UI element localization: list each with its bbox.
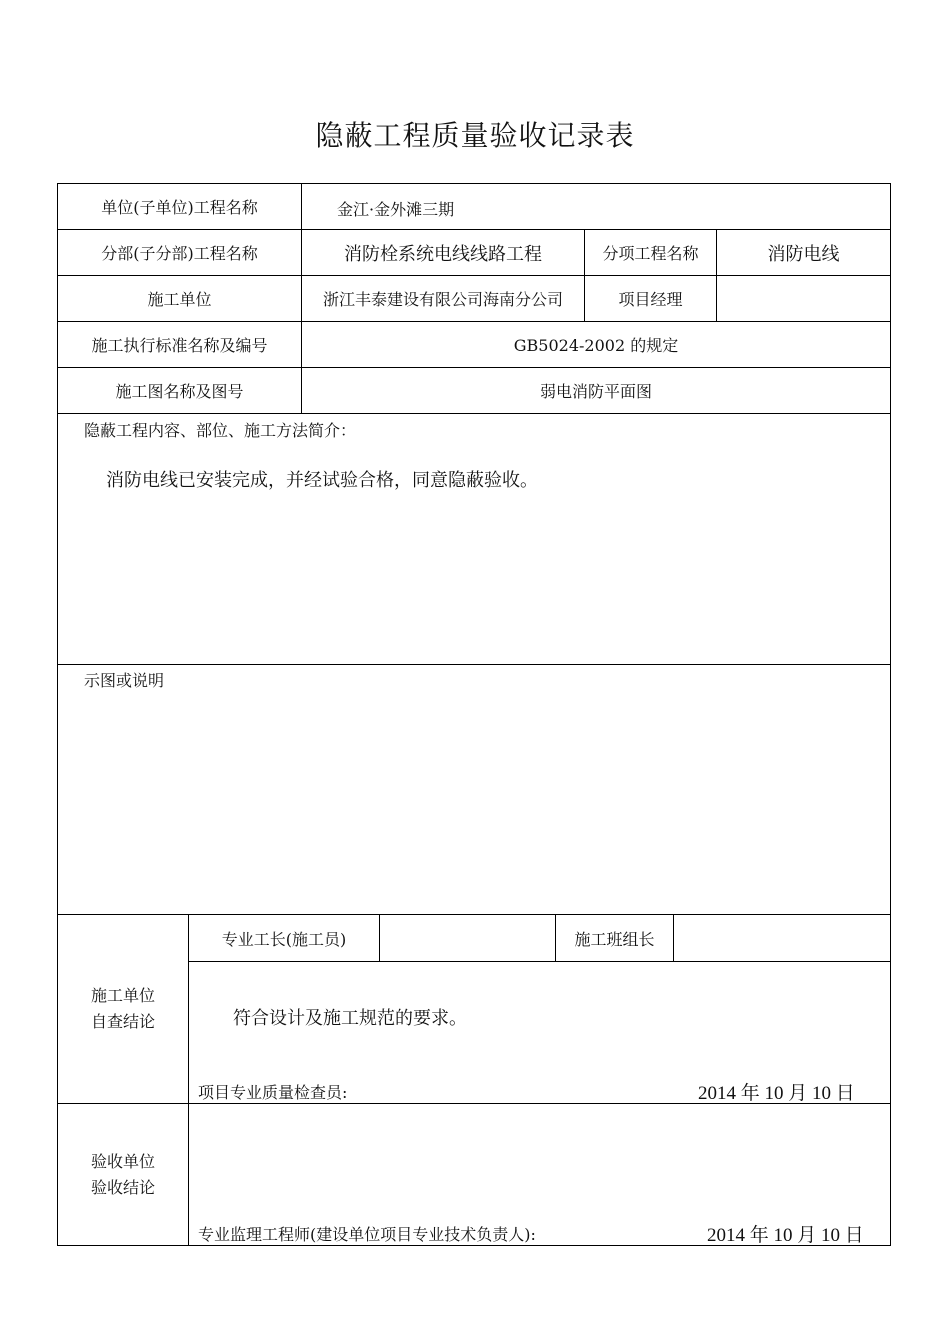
sub-project-label: 分部(子分部)工程名称: [101, 244, 258, 263]
team-leader-value: [674, 915, 890, 961]
acceptance-side-label: [58, 1104, 188, 1245]
foreman-value: [380, 915, 555, 961]
acceptance-side-label-1: 验收单位: [90, 1151, 155, 1171]
hidden-work-content: 消防电线已安装完成，并经试验合格，同意隐蔽验收。: [106, 470, 538, 491]
unit-project-value: 金江·金外滩三期: [337, 200, 455, 219]
drawing-label: 施工图名称及图号: [115, 382, 244, 401]
drawing-value: 弱电消防平面图: [539, 382, 652, 401]
foreman-label: 专业工长(施工员): [221, 929, 347, 949]
diagram-label: 示图或说明: [84, 671, 165, 690]
construction-unit-value: 浙江丰泰建设有限公司海南分公司: [322, 290, 563, 309]
hidden-work-label: 隐蔽工程内容、部位、施工方法简介：: [84, 421, 357, 440]
col-divider: [188, 914, 189, 1246]
standard-value: GB5024-2002 的规定: [513, 336, 679, 355]
row-divider: [57, 413, 891, 414]
standard-label: 施工执行标准名称及编号: [91, 336, 268, 355]
project-manager-value: [717, 276, 890, 321]
self-check-date: 2014 年 10 月 10 日: [698, 1083, 855, 1104]
construction-unit-label: 施工单位: [147, 290, 212, 309]
team-leader-label: 施工班组长: [574, 929, 655, 949]
sub-project-value: 消防栓系统电线线路工程: [344, 243, 542, 265]
self-check-side-label: [58, 915, 188, 1103]
item-project-value: 消防电线: [767, 243, 840, 265]
row-divider: [57, 664, 891, 665]
unit-project-label: 单位(子单位)工程名称: [101, 198, 258, 217]
self-check-side-label-1: 施工单位: [90, 986, 155, 1005]
project-manager-label: 项目经理: [618, 290, 683, 309]
quality-inspector-label: 项目专业质量检查员:: [198, 1083, 348, 1102]
self-check-conclusion: 符合设计及施工规范的要求。: [233, 1008, 467, 1029]
row-divider: [188, 961, 891, 962]
supervising-engineer-label: 专业监理工程师(建设单位项目专业技术负责人):: [198, 1225, 536, 1244]
page-title: 隐蔽工程质量验收记录表: [315, 119, 635, 152]
self-check-side-label-2: 自查结论: [90, 1012, 155, 1031]
acceptance-date: 2014 年 10 月 10 日: [707, 1225, 864, 1246]
item-project-label: 分项工程名称: [602, 244, 699, 263]
acceptance-side-label-2: 验收结论: [90, 1177, 155, 1197]
